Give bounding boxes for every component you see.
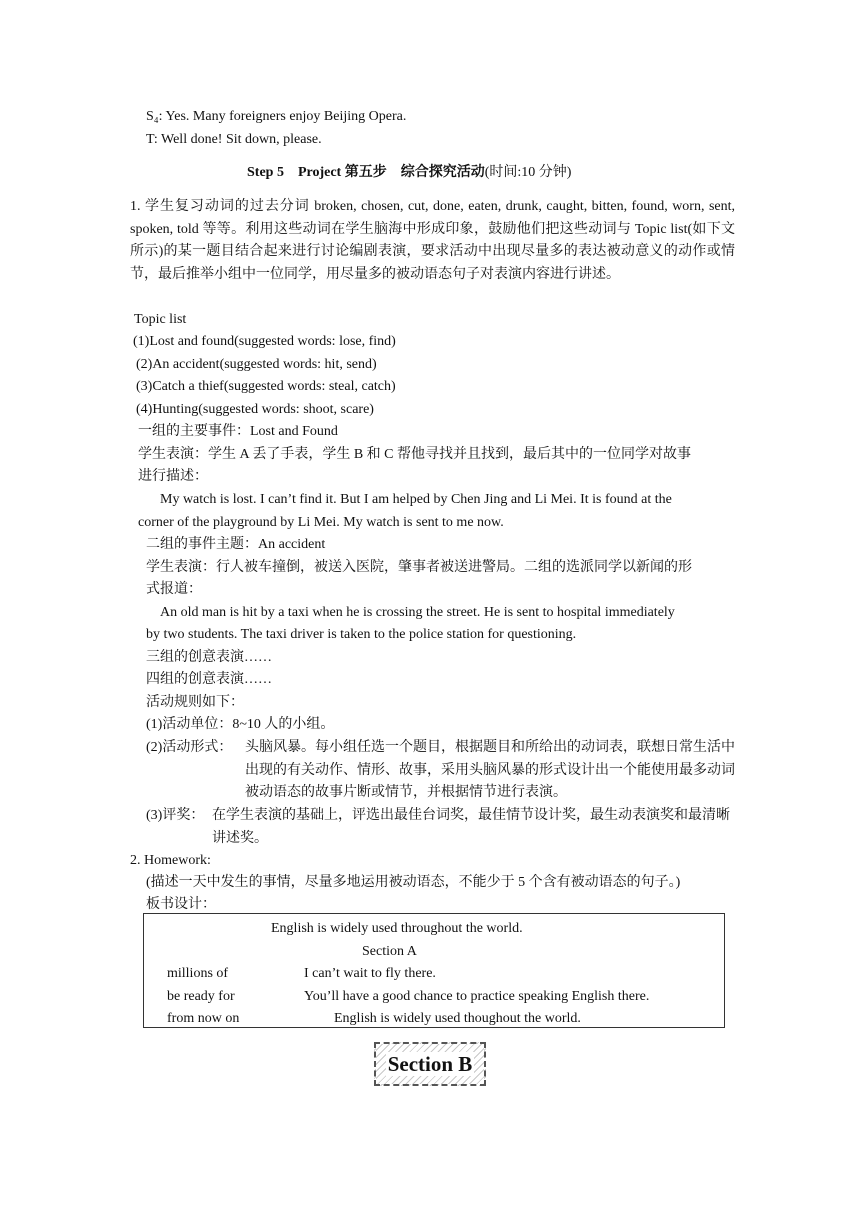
step5-time: (时间:10 分钟)	[484, 165, 572, 180]
group1-perform: 进行描述：	[138, 469, 208, 484]
rules-form-text: 头脑风暴。每小组任选一个题目，根据题目和所给出的动词表，联想日常生活中出现的有关动作、情形、故事，采用头脑风暴的形式设计出一个能使用最多动词被动语态的故事片断或情节，并根据情节进行表演。	[245, 740, 735, 800]
group2-title: 二组的事件主题：An accident	[146, 537, 326, 552]
rules-award-text: 在学生表演的基础上，评选出最佳台词奖，最佳情节设计奖，最生动表演奖和最清晰讲述奖。	[212, 808, 730, 846]
step5-title	[247, 163, 571, 183]
rules-heading: 活动规则如下：	[146, 695, 244, 710]
group1-story: My watch is lost. I can’t find it. But I am helped by Chen Jing and Li Mei. It is found at the	[160, 492, 672, 507]
group2-perform: 学生表演：行人被车撞倒，被送入医院，肇事者被送进警局。二组的选派同学以新闻的形	[146, 560, 692, 575]
group1-title: 一组的主要事件：Lost and Found	[138, 424, 338, 439]
section-b-text: Section B	[387, 1052, 473, 1076]
group1-perform: 学生表演：学生 A 丢了手表，学生 B 和 C 帮他寻找并且找到，最后其中的一位同学对故事	[138, 447, 692, 462]
homework-text: (描述一天中发生的事情，尽量多地运用被动语态，不能少于 5 个含有被动语态的句子。)	[146, 875, 681, 890]
board-design-label: 板书设计：	[146, 897, 216, 912]
rules-award-label: (3)评奖：	[146, 808, 205, 823]
board-phrase: be ready for	[167, 989, 235, 1004]
board-phrase: millions of	[167, 966, 229, 981]
homework-label: 2. Homework:	[130, 853, 211, 868]
group1-story: corner of the playground by Li Mei. My watch is sent to me now.	[138, 515, 504, 530]
board-sentence: I can’t wait to fly there.	[304, 966, 436, 981]
blackboard-design-box	[143, 913, 725, 1028]
group3-line: 三组的创意表演……	[146, 650, 272, 665]
rules-unit: (1)活动单位：8~10 人的小组。	[146, 717, 335, 732]
group2-story: An old man is hit by a taxi when he is crossing the street. He is sent to hospital immediately	[160, 605, 675, 620]
item1-paragraph: 1. 学生复习动词的过去分词 broken, chosen, cut, done, eaten, drunk, caught, bitten, found, worn, sent, spoken, told 等等。利用这些动词在学生脑海中形成印象，鼓励他们把这些动词与 Topic list(如下文所示)的某一题目结合起来进行讨论编剧表演，要求活动中出现尽量多的表达被动意义的动作或情节，最后推举小组中一位同学，用尽量多的被动语态句子对表演内容进行讲述。	[130, 199, 735, 282]
dialogue-teacher: T: Well done! Sit down, please.	[146, 132, 322, 147]
rules-form-label: (2)活动形式：	[146, 740, 233, 755]
board-sentence: English is widely used thoughout the world.	[334, 1011, 581, 1026]
group4-line: 四组的创意表演……	[146, 672, 272, 687]
topic-item: (4)Hunting(suggested words: shoot, scare)	[136, 402, 374, 417]
topic-list-heading: Topic list	[134, 312, 187, 327]
board-sentence: You’ll have a good chance to practice speaking English there.	[304, 989, 650, 1004]
section-b-heading	[374, 1042, 486, 1086]
step5-title-text: Step 5 Project 第五步 综合探究活动	[247, 165, 485, 180]
board-section: Section A	[362, 944, 417, 959]
dialogue-s4: S₄: Yes. Many foreigners enjoy Beijing Opera.	[146, 109, 407, 124]
topic-item: (3)Catch a thief(suggested words: steal, catch)	[136, 379, 396, 394]
group2-story: by two students. The taxi driver is taken to the police station for questioning.	[146, 627, 577, 642]
group2-perform: 式报道：	[146, 582, 202, 597]
topic-item: (2)An accident(suggested words: hit, send)	[136, 357, 377, 372]
board-phrase: from now on	[167, 1011, 240, 1026]
board-title: English is widely used throughout the world.	[271, 921, 523, 936]
topic-item: (1)Lost and found(suggested words: lose, find)	[133, 334, 396, 349]
